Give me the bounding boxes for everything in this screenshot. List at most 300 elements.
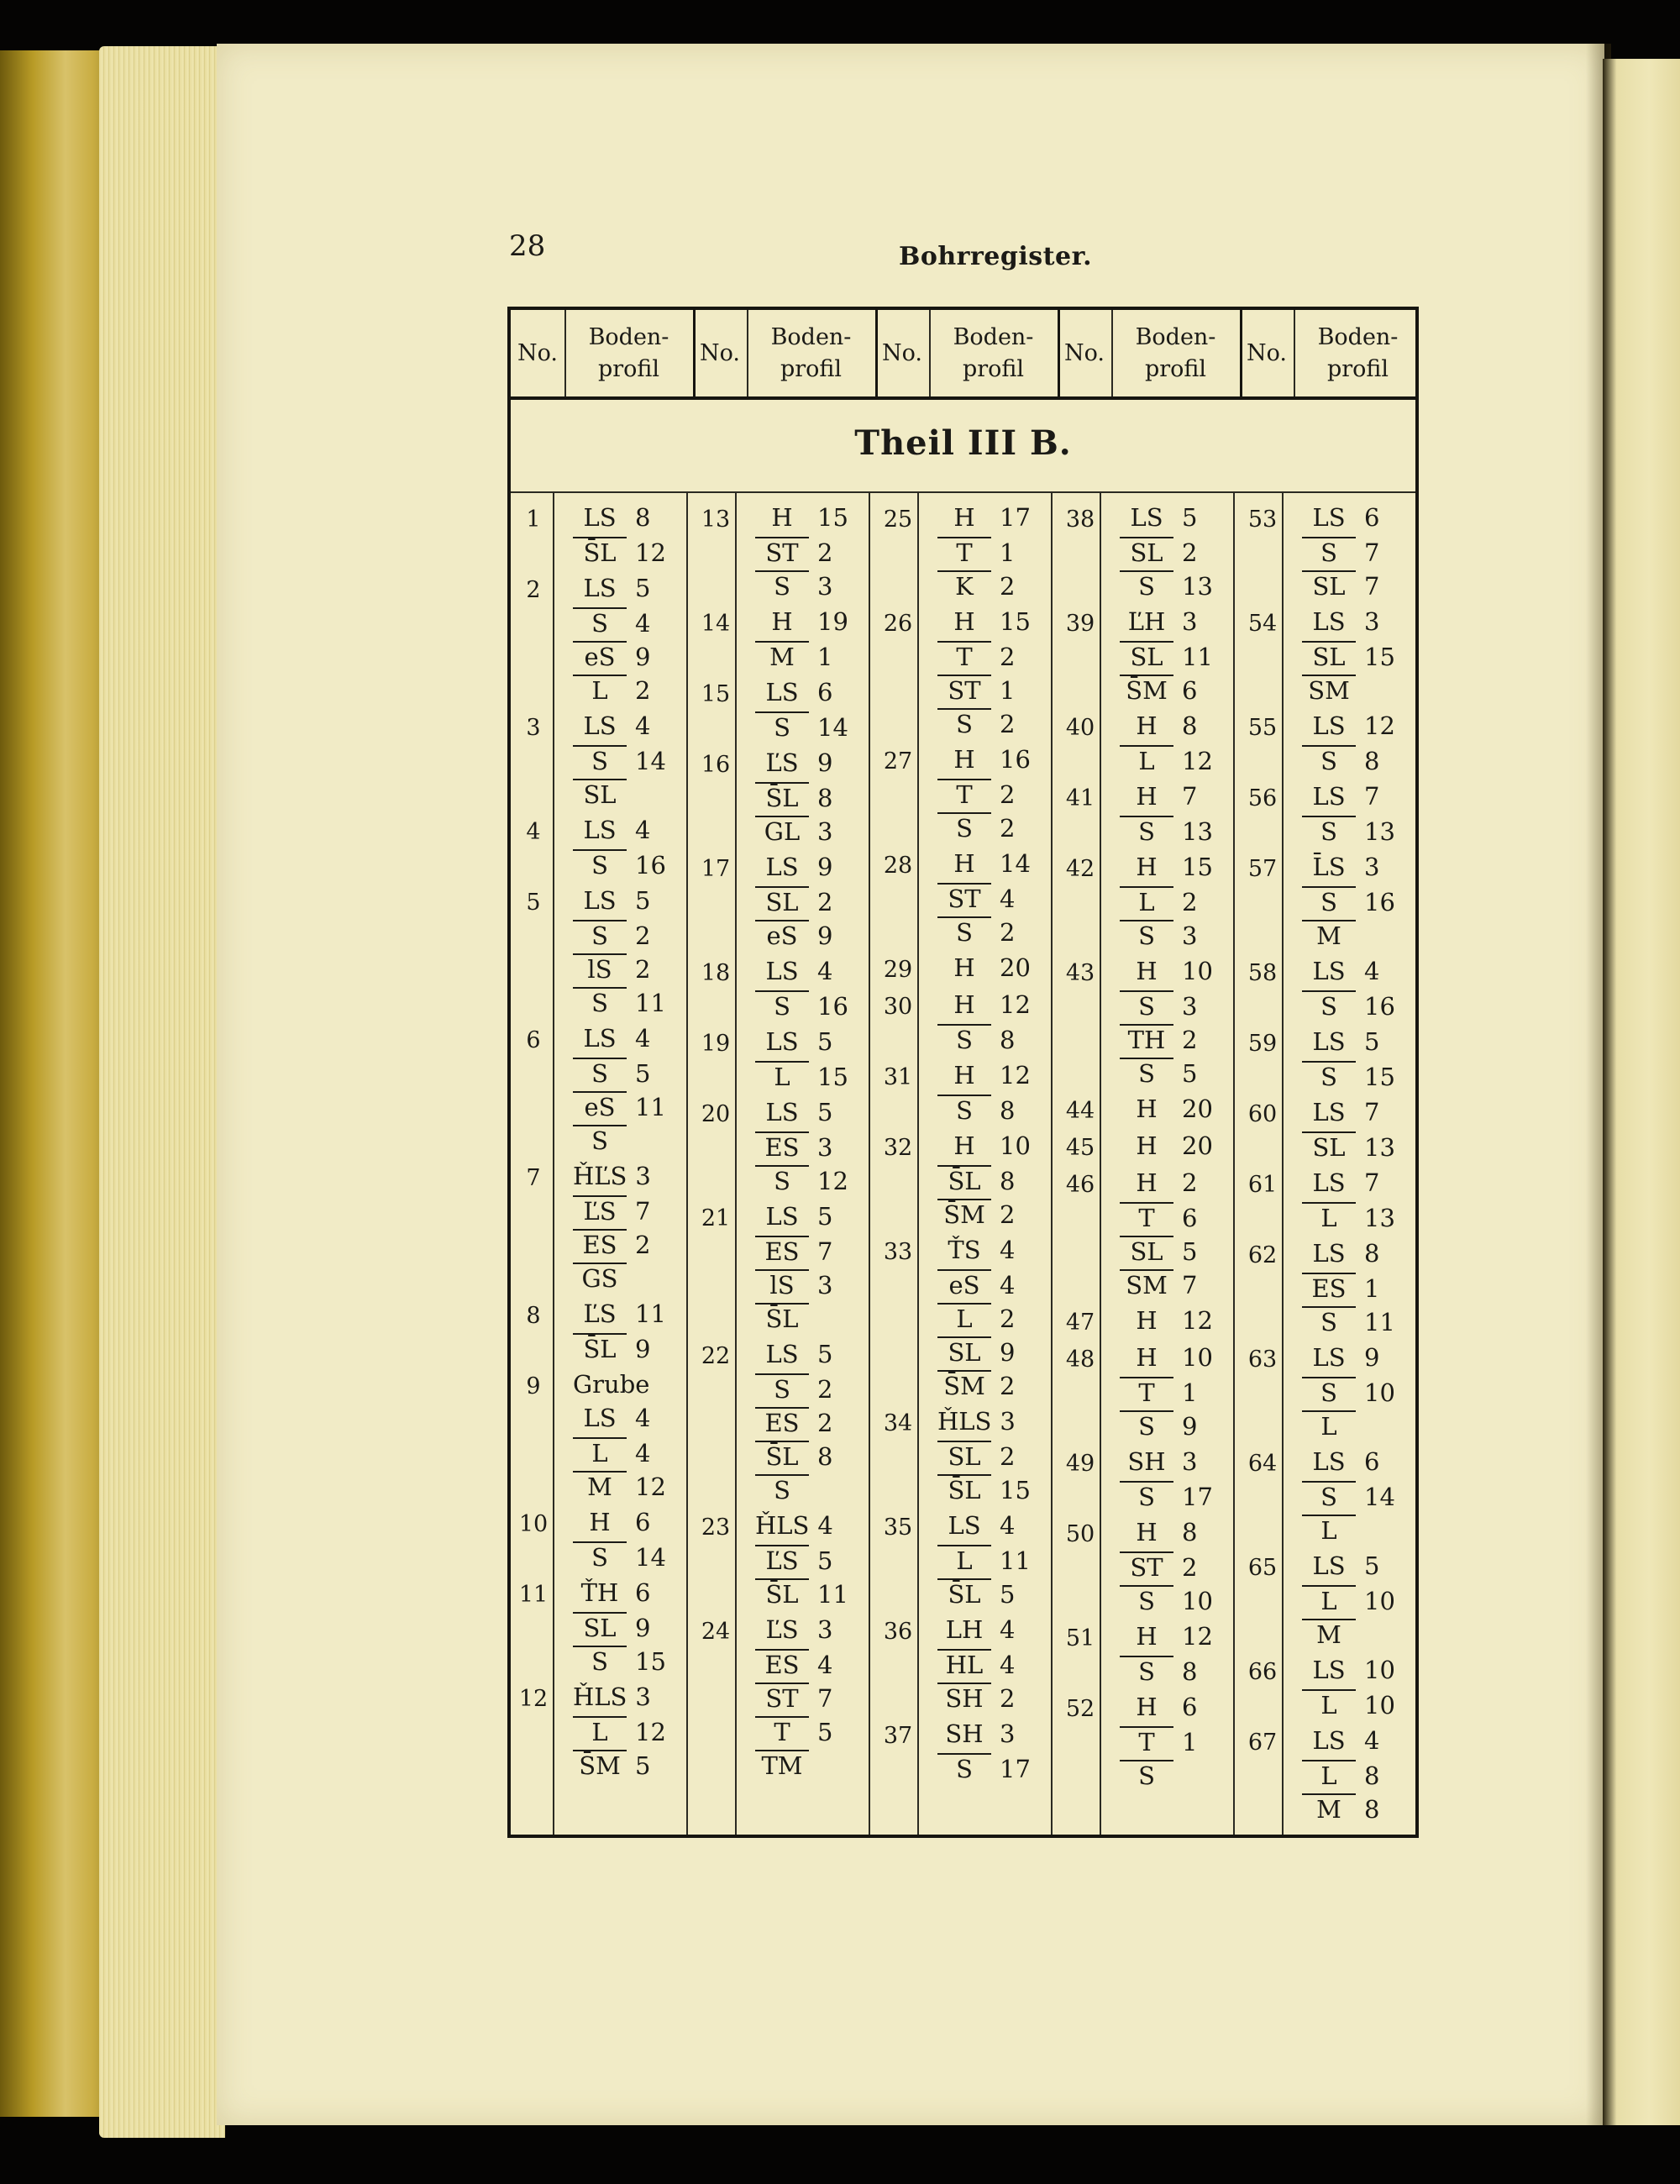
profile-layer — [937, 1649, 1015, 1679]
profile-layer — [755, 748, 832, 777]
layer-depth: 15 — [817, 1063, 848, 1091]
layer-depth: 4 — [1364, 957, 1380, 985]
layer-code: S̄M — [573, 1750, 627, 1780]
entry-number: 11 — [518, 1582, 549, 1608]
profile-layer — [1120, 1551, 1197, 1582]
profile-layer — [1302, 1551, 1379, 1580]
profile-layer — [1120, 1168, 1197, 1197]
profile-layer — [937, 1370, 1015, 1400]
profile-layer — [1120, 782, 1197, 811]
profile-layer — [1302, 957, 1379, 985]
profile-layer — [755, 1407, 832, 1437]
layer-depth: 3 — [817, 1133, 833, 1162]
layer-code: S — [573, 607, 627, 638]
layer-code: T — [1120, 1377, 1173, 1407]
layer-depth: 13 — [1182, 572, 1213, 601]
profile-layer — [1120, 641, 1213, 671]
layer-depth: 12 — [1364, 711, 1395, 740]
layer-code: H — [1136, 1622, 1158, 1651]
profile-layer — [573, 1091, 666, 1121]
layer-code: H — [953, 849, 975, 878]
profile-layer — [937, 1131, 1031, 1160]
layer-depth: 8 — [1364, 747, 1380, 775]
layer-code: S — [573, 745, 627, 775]
entry-number: 35 — [883, 1515, 913, 1541]
profile-layer — [1302, 1515, 1364, 1545]
profile-layer — [1120, 816, 1213, 846]
profile-layer — [755, 957, 832, 985]
header-rule — [511, 396, 1415, 400]
profile-layer — [755, 990, 848, 1021]
layer-code: LS — [765, 1098, 799, 1126]
layer-code: H — [1136, 1306, 1158, 1335]
entry-number: 10 — [518, 1511, 549, 1537]
layer-depth: 10 — [1364, 1691, 1395, 1719]
entry-number: 46 — [1065, 1172, 1095, 1198]
layer-code: LS — [583, 816, 617, 844]
layer-depth: 11 — [635, 1093, 666, 1121]
layer-code: S̄M — [937, 1199, 991, 1229]
layer-depth: 4 — [635, 711, 651, 740]
layer-code: ES — [755, 1131, 809, 1162]
layer-code: S — [1120, 920, 1173, 950]
layer-depth: 6 — [1182, 676, 1198, 705]
profile-layer — [755, 782, 832, 812]
layer-code: S̄L — [755, 782, 809, 812]
profile-layer — [1120, 853, 1213, 881]
entry-number: 59 — [1247, 1031, 1278, 1057]
column-divider — [735, 493, 737, 1835]
profile-layer — [937, 1511, 1015, 1540]
page-number: 28 — [509, 229, 546, 263]
group-divider — [1058, 310, 1060, 396]
profile-layer — [1302, 503, 1379, 532]
layer-code: ES — [1302, 1273, 1356, 1303]
layer-code: S — [937, 1024, 991, 1054]
profile-layer — [1120, 1236, 1197, 1266]
layer-depth: 5 — [635, 1059, 651, 1088]
layer-code: S̄L — [937, 1165, 991, 1195]
layer-code: L — [937, 1545, 991, 1575]
profile-layer — [1302, 1239, 1379, 1268]
layer-depth: 2 — [635, 1231, 651, 1259]
layer-depth: 1 — [1000, 538, 1016, 567]
entry-number: 26 — [883, 611, 913, 637]
layer-depth: 10 — [1182, 1587, 1213, 1615]
layer-code: ES — [755, 1649, 809, 1679]
column-divider — [1100, 493, 1101, 1835]
layer-code: L — [573, 675, 627, 705]
layer-code: H — [953, 990, 975, 1019]
profile-layer — [1302, 1619, 1364, 1649]
layer-depth: 6 — [817, 678, 833, 706]
layer-depth: 17 — [1000, 1755, 1031, 1783]
layer-depth: 16 — [1364, 992, 1395, 1021]
profile-layer — [1302, 745, 1379, 775]
layer-code: SL — [1120, 1236, 1173, 1266]
layer-depth: 2 — [1000, 780, 1016, 809]
layer-depth: 8 — [1364, 1795, 1380, 1824]
layer-code: LS — [1312, 1239, 1346, 1268]
layer-depth: 1 — [1000, 676, 1016, 705]
layer-code: LS — [1312, 1098, 1346, 1126]
profile-layer — [937, 1199, 1015, 1229]
layer-code: SL — [573, 779, 627, 809]
layer-depth: 5 — [1182, 503, 1198, 532]
layer-code: S — [1120, 990, 1173, 1021]
layer-depth: 7 — [1182, 782, 1198, 811]
layer-depth: 8 — [1364, 1239, 1380, 1268]
profile-layer — [755, 1511, 833, 1540]
profile-layer — [755, 1340, 832, 1368]
layer-depth: 3 — [1182, 1447, 1198, 1476]
profile-layer — [755, 1545, 832, 1575]
layer-code: LS — [1312, 957, 1346, 985]
layer-depth: 2 — [1000, 572, 1016, 601]
layer-code: Grube — [573, 1370, 650, 1399]
layer-code: S — [573, 1058, 627, 1088]
layer-depth: 15 — [1000, 1476, 1031, 1504]
layer-code: ST — [1120, 1551, 1173, 1582]
profile-layer — [937, 1683, 1015, 1713]
layer-depth: 9 — [1182, 1412, 1198, 1441]
layer-code: LS — [765, 853, 799, 881]
entry-number: 13 — [701, 507, 731, 533]
layer-code: eS — [573, 1091, 627, 1121]
layer-depth: 2 — [1182, 1553, 1198, 1582]
profile-layer — [573, 1058, 650, 1088]
profile-layer — [755, 537, 832, 567]
layer-code: S — [937, 1753, 991, 1783]
layer-code: S — [1120, 570, 1173, 601]
profile-layer — [1302, 1410, 1364, 1441]
profile-layer — [1302, 1027, 1379, 1056]
profile-layer — [1120, 1377, 1197, 1407]
layer-depth: 8 — [817, 784, 833, 812]
layer-code: S — [1120, 816, 1173, 846]
layer-depth: 1 — [817, 643, 833, 671]
profile-layer — [1120, 990, 1197, 1021]
profile-layer — [1302, 1168, 1379, 1197]
profile-layer — [1120, 1760, 1182, 1790]
layer-depth: 14 — [817, 713, 848, 742]
layer-code: LS — [1312, 1656, 1346, 1684]
layer-code: S — [1302, 886, 1356, 916]
layer-depth: 5 — [817, 1718, 833, 1746]
profile-layer — [937, 883, 1015, 913]
layer-depth: 2 — [817, 888, 833, 916]
layer-depth: 15 — [1182, 853, 1213, 881]
profile-layer — [573, 987, 666, 1017]
layer-code: S̄L — [573, 537, 627, 567]
profile-layer — [937, 1615, 1015, 1644]
layer-code: S — [937, 1095, 991, 1125]
layer-code: T — [755, 1716, 809, 1746]
layer-depth: 2 — [1182, 1026, 1198, 1054]
layer-depth: 4 — [1000, 1651, 1016, 1679]
layer-depth: 20 — [1182, 1131, 1213, 1160]
layer-code: S̄M — [1120, 675, 1173, 705]
layer-depth: 1 — [1364, 1274, 1380, 1303]
profile-layer — [573, 1471, 666, 1501]
layer-code: LS — [765, 1340, 799, 1368]
layer-depth: 12 — [1182, 1622, 1213, 1651]
profile-layer — [937, 675, 1015, 705]
table-header — [511, 310, 1415, 396]
profile-layer — [573, 1683, 651, 1711]
column-divider — [1282, 493, 1284, 1835]
entry-number: 49 — [1065, 1451, 1095, 1477]
entry-number: 50 — [1065, 1521, 1095, 1547]
layer-code: L — [1302, 1410, 1356, 1441]
profile-layer — [755, 678, 832, 706]
profile-layer — [1302, 853, 1379, 881]
profile-layer — [1302, 1585, 1395, 1615]
layer-code: L — [1302, 1515, 1356, 1545]
layer-code: LS — [1312, 1551, 1346, 1580]
layer-depth: 6 — [1182, 1204, 1198, 1232]
entry-number: 56 — [1247, 785, 1278, 811]
profile-layer — [755, 641, 832, 671]
profile-layer — [755, 1578, 848, 1609]
header-no: No. — [1247, 339, 1287, 366]
layer-code: S — [755, 990, 809, 1021]
layer-code: S — [1120, 1585, 1173, 1615]
profile-layer — [1302, 1061, 1395, 1091]
layer-depth: 7 — [817, 1684, 833, 1713]
group-divider — [1240, 310, 1242, 396]
layer-depth: 2 — [1182, 888, 1198, 916]
layer-depth: 3 — [1182, 607, 1198, 636]
profile-layer — [937, 1545, 1031, 1575]
profile-layer — [937, 537, 1015, 567]
profile-layer — [573, 1541, 666, 1572]
layer-code: ŤH — [580, 1578, 619, 1607]
layer-depth: 11 — [817, 1580, 848, 1609]
column-divider — [553, 493, 554, 1835]
layer-code: SL — [1302, 1131, 1356, 1162]
layer-depth: 8 — [1000, 1167, 1016, 1195]
layer-code: LS — [583, 1024, 617, 1053]
profile-layer — [937, 1061, 1031, 1089]
profile-layer — [937, 779, 1015, 809]
profile-layer — [755, 853, 832, 881]
layer-depth: 3 — [817, 1271, 833, 1299]
layer-code: S — [573, 1646, 627, 1676]
layer-depth: 4 — [635, 1024, 651, 1053]
profile-layer — [1302, 1656, 1395, 1684]
layer-depth: 12 — [817, 1167, 848, 1195]
layer-depth: 10 — [1182, 1343, 1213, 1372]
profile-layer — [937, 1024, 1015, 1054]
profile-layer — [573, 1750, 650, 1780]
layer-code: S — [1120, 1656, 1173, 1686]
profile-layer — [573, 1299, 666, 1328]
entry-number: 63 — [1247, 1347, 1278, 1373]
profile-layer — [573, 1024, 650, 1053]
layer-code: T — [937, 779, 991, 809]
header-divider — [929, 310, 931, 396]
entry-number: 1 — [526, 507, 541, 533]
layer-depth: 16 — [817, 992, 848, 1021]
layer-depth: 1 — [1182, 1378, 1198, 1407]
entry-number: 28 — [883, 853, 913, 879]
layer-code: S — [1302, 1377, 1356, 1407]
layer-depth: 5 — [635, 886, 651, 915]
profile-layer — [937, 745, 1031, 774]
layer-depth: 15 — [1000, 607, 1031, 636]
entry-number: 2 — [526, 577, 541, 603]
profile-layer — [1302, 1343, 1379, 1372]
layer-depth: 7 — [1364, 1098, 1380, 1126]
profile-layer — [1120, 537, 1197, 567]
profile-layer — [755, 1269, 832, 1299]
profile-layer — [937, 607, 1031, 636]
layer-depth: 2 — [635, 921, 651, 950]
layer-code: H — [1136, 1095, 1158, 1123]
layer-depth: 9 — [1364, 1343, 1380, 1372]
layer-code: S — [755, 711, 809, 742]
layer-depth: 3 — [635, 1162, 651, 1190]
profile-layer — [573, 1195, 650, 1226]
layer-code: S̄L — [573, 1333, 627, 1363]
layer-code: S — [755, 1474, 809, 1504]
entry-number: 6 — [526, 1027, 541, 1053]
profile-layer — [755, 1474, 817, 1504]
layer-depth: 15 — [817, 503, 848, 532]
layer-code: M — [1302, 1793, 1356, 1824]
layer-depth: 19 — [817, 607, 848, 636]
group-divider — [1051, 493, 1053, 1835]
book-edge — [0, 50, 109, 2117]
profile-layer — [755, 1373, 832, 1404]
layer-depth: 5 — [635, 574, 651, 602]
layer-depth: 14 — [635, 747, 666, 775]
profile-layer — [755, 1716, 832, 1746]
group-divider — [686, 493, 688, 1835]
layer-code: ȞĽS — [573, 1162, 627, 1190]
layer-depth: 7 — [1364, 782, 1380, 811]
profile-layer — [755, 1615, 832, 1644]
layer-depth: 5 — [817, 1202, 833, 1231]
entry-number: 19 — [701, 1031, 731, 1057]
header-bodenprofil: Boden- profil — [1135, 323, 1216, 382]
layer-depth: 8 — [1182, 1518, 1198, 1546]
layer-code: LS — [1130, 503, 1163, 532]
profile-layer — [1302, 782, 1379, 811]
profile-layer — [755, 1750, 817, 1780]
profile-layer — [1302, 1447, 1379, 1476]
layer-code: LS — [1312, 503, 1346, 532]
layer-code: GS — [573, 1263, 627, 1293]
group-divider — [869, 493, 870, 1835]
header-divider — [747, 310, 748, 396]
profile-layer — [937, 990, 1031, 1019]
profile-layer — [1302, 1306, 1395, 1336]
layer-code: LS — [1312, 1726, 1346, 1755]
layer-depth: 4 — [1000, 1236, 1016, 1264]
section-rule — [511, 491, 1415, 493]
layer-code: LS — [1312, 1447, 1346, 1476]
profile-layer — [937, 1165, 1015, 1195]
layer-depth: 5 — [1364, 1551, 1380, 1580]
layer-code: S — [573, 920, 627, 950]
layer-code: L — [1302, 1202, 1356, 1232]
layer-depth: 12 — [1000, 990, 1031, 1019]
entry-number: 24 — [701, 1619, 731, 1645]
header-bodenprofil: Boden- profil — [953, 323, 1034, 382]
profile-layer — [755, 886, 832, 916]
layer-depth: 11 — [1182, 643, 1213, 671]
profile-layer — [1120, 1656, 1197, 1686]
layer-code: H — [1136, 711, 1158, 740]
profile-layer — [573, 641, 650, 671]
layer-code: SM — [1302, 675, 1356, 705]
profile-layer — [937, 849, 1031, 878]
layer-code: ĽS — [765, 1615, 799, 1644]
entry-number: 64 — [1247, 1451, 1278, 1477]
layer-code: H — [771, 503, 793, 532]
layer-depth: 7 — [1364, 1168, 1380, 1197]
layer-code: M — [1302, 1619, 1356, 1649]
profile-layer — [1302, 1377, 1395, 1407]
profile-layer — [1120, 886, 1197, 916]
entry-number: 3 — [526, 715, 541, 741]
entry-number: 12 — [518, 1686, 549, 1712]
layer-depth: 11 — [635, 989, 666, 1017]
profile-layer — [755, 1683, 832, 1713]
layer-code: ȞLS — [573, 1683, 627, 1711]
layer-code: lS — [755, 1269, 809, 1299]
layer-depth: 5 — [635, 1751, 651, 1780]
layer-code: ST — [937, 883, 991, 913]
layer-depth: 9 — [635, 1614, 651, 1642]
profile-layer — [1302, 1760, 1379, 1790]
layer-depth: 3 — [1182, 992, 1198, 1021]
layer-depth: 4 — [635, 1439, 651, 1467]
entry-number: 33 — [883, 1239, 913, 1265]
layer-code: ĽS — [755, 1545, 809, 1575]
profile-layer — [1120, 1095, 1213, 1123]
layer-code: ES — [573, 1229, 627, 1259]
profile-layer — [1120, 1306, 1213, 1335]
layer-depth: 8 — [635, 503, 651, 532]
entry-number: 52 — [1065, 1696, 1095, 1722]
profile-layer — [937, 1407, 1016, 1436]
layer-code: SL — [1120, 537, 1173, 567]
profile-layer — [1302, 1793, 1379, 1824]
entry-number: 62 — [1247, 1242, 1278, 1268]
layer-code: SH — [945, 1719, 984, 1748]
profile-layer — [573, 1646, 666, 1676]
layer-depth: 15 — [635, 1647, 666, 1676]
profile-layer — [1120, 1269, 1197, 1299]
layer-depth: 5 — [817, 1340, 833, 1368]
header-divider — [564, 310, 566, 396]
entry-number: 65 — [1247, 1555, 1278, 1581]
layer-code: M — [1302, 920, 1356, 950]
layer-depth: 12 — [635, 538, 666, 567]
profile-layer — [1120, 957, 1213, 985]
layer-code: H — [953, 607, 975, 636]
layer-code: LS — [583, 886, 617, 915]
layer-code: S — [1120, 1410, 1173, 1441]
layer-depth: 2 — [635, 955, 651, 984]
entry-number: 58 — [1247, 960, 1278, 986]
layer-depth: 2 — [817, 538, 833, 567]
profile-layer — [573, 1404, 650, 1432]
layer-depth: 16 — [635, 851, 666, 879]
